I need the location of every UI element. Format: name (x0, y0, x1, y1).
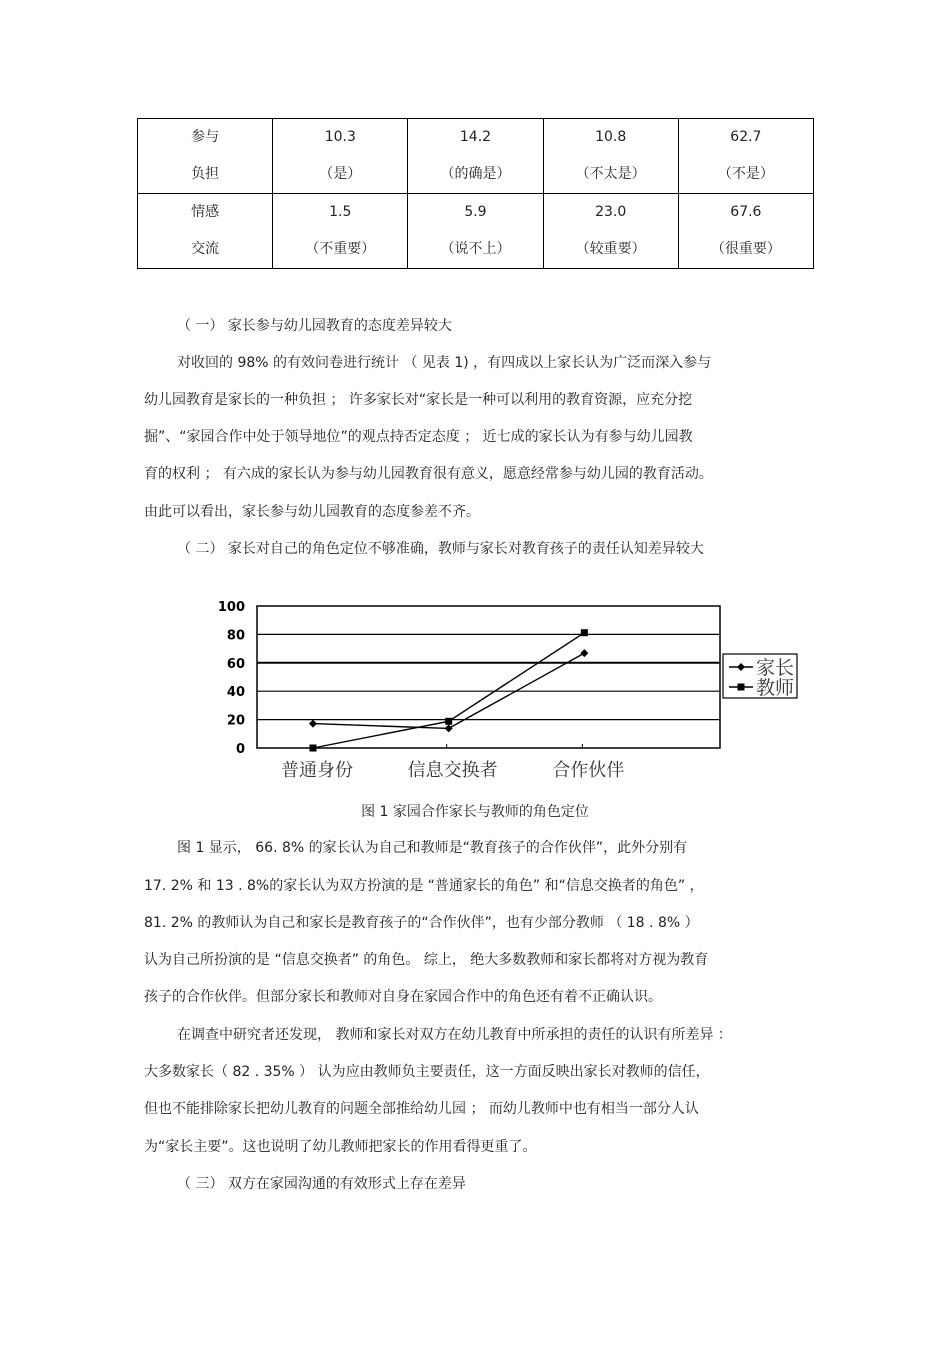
figure-caption: 图 1 家园合作家长与教师的角色定位 (361, 804, 589, 820)
plot-frame (257, 606, 720, 748)
data-point (580, 649, 588, 657)
table-cell: 23.0 （较重要） (543, 194, 678, 269)
paragraph-line: 幼儿园教育是家长的一种负担 ； 许多家长对“家长是一种可以利用的教育资源，应充分挖 (144, 392, 693, 408)
data-point (445, 718, 452, 725)
paragraph-line: 认为自己所扮演的是 “信息交换者” 的角色。 综上， 绝大多数教师和家长都将对方视为教育 (144, 952, 709, 968)
data-point (445, 724, 453, 732)
table-cell: 62.7 （不是） (678, 119, 813, 194)
paragraph-line: 81. 2% 的教师认为自己和家长是教育孩子的“合作伙伴”，也有少部分教师 （ 18 . 8% ） (144, 915, 699, 931)
y-tick-label: 20 (226, 713, 245, 729)
legend-label: 家长 (756, 657, 795, 679)
paragraph-line: 对收回的 98% 的有效问卷进行统计 （ 见表 1) ，有四成以上家长认为广泛而深入参与 (177, 355, 712, 371)
section-heading-2: （ 二） 家长对自己的角色定位不够准确，教师与家长对教育孩子的责任认知差异较大 (177, 541, 704, 557)
table-cell: 10.3 （是） (273, 119, 408, 194)
x-tick-label: 普通身份 (281, 760, 353, 781)
row-label: 情感 交流 (138, 194, 273, 269)
survey-table (137, 118, 814, 269)
data-point (581, 629, 588, 636)
paragraph-line: 在调查中研究者还发现， 教师和家长对双方在幼儿教育中所承担的责任的认识有所差异 ： (177, 1027, 732, 1043)
x-tick-label: 合作伙伴 (552, 760, 625, 781)
table-row (138, 119, 814, 194)
paragraph-line: 由此可以看出，家长参与幼儿园教育的态度参差不齐。 (144, 504, 480, 520)
paragraph-line: 大多数家长（ 82 . 35% ） 认为应由教师负主要责任，这一方面反映出家长对教师的信任， (144, 1064, 710, 1080)
paragraph-line: 但也不能排除家长把幼儿教育的问题全部推给幼儿园 ； 而幼儿教师中也有相当一部分人认 (144, 1101, 699, 1117)
table-cell: 1.5 （不重要） (273, 194, 408, 269)
data-point (309, 720, 317, 728)
y-tick-label: 60 (226, 656, 245, 672)
legend-marker (738, 684, 745, 691)
paragraph-line: 为“家长主要”。这也说明了幼儿教师把家长的作用看得更重了。 (144, 1139, 537, 1155)
table-cell: 10.8 （不太是） (543, 119, 678, 194)
section-heading-3: （ 三） 双方在家园沟通的有效形式上存在差异 (177, 1176, 466, 1192)
row-label: 参与 负担 (138, 119, 273, 194)
y-tick-label: 0 (235, 742, 245, 757)
paragraph-line: 孩子的合作伙伴。但部分家长和教师对自身在家园合作中的角色还有着不正确认识。 (144, 989, 662, 1005)
y-tick-label: 100 (217, 600, 245, 615)
table-cell: 5.9 （说不上） (408, 194, 543, 269)
paragraph-line: 17. 2% 和 13 . 8%的家长认为双方扮演的是 “普通家长的角色” 和“信息交换者的角色” ， (144, 878, 704, 894)
paragraph-line: 掘”、“家园合作中处于领导地位”的观点持否定态度 ； 近七成的家长认为有参与幼儿园教 (144, 429, 693, 445)
legend-label: 教师 (756, 677, 795, 699)
x-tick-label: 信息交换者 (407, 760, 498, 781)
role-line-chart (215, 592, 815, 792)
section-heading-1: （ 一） 家长参与幼儿园教育的态度差异较大 (177, 318, 452, 334)
table-cell: 67.6 （很重要） (678, 194, 813, 269)
paragraph-line: 育的权利 ； 有六成的家长认为参与幼儿园教育很有意义，愿意经常参与幼儿园的教育活动。 (144, 466, 713, 482)
data-point (310, 745, 317, 752)
paragraph-line: 图 1 显示， 66. 8% 的家长认为自己和教师是“教育孩子的合作伙伴”，此外分别有 (177, 840, 688, 856)
y-tick-label: 40 (226, 685, 245, 701)
table-cell: 14.2 （的确是） (408, 119, 543, 194)
table-row (138, 194, 814, 269)
y-tick-label: 80 (226, 628, 245, 644)
